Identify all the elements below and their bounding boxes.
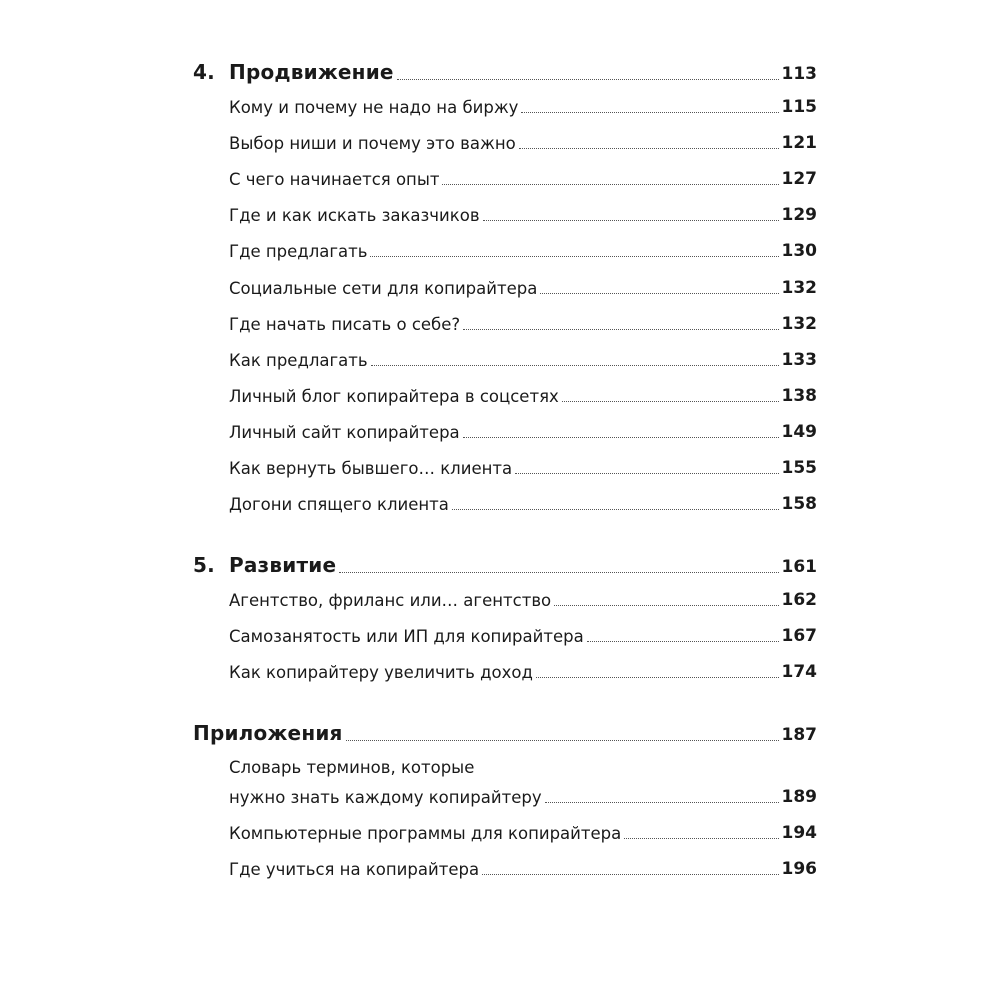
toc-item[interactable]: [229, 241, 817, 261]
page-number: 133: [781, 350, 817, 370]
dot-leader: [482, 873, 778, 875]
dot-leader: [562, 400, 779, 402]
dot-leader: [545, 801, 779, 803]
dot-leader: [370, 255, 778, 257]
dot-leader: [452, 508, 779, 510]
item-title: Личный блог копирайтера в соцсетях: [229, 387, 559, 406]
toc-section-5[interactable]: [193, 553, 817, 577]
section-number: 4.: [193, 60, 215, 84]
toc-section-4[interactable]: [193, 60, 817, 84]
page-number: 121: [781, 133, 817, 153]
toc-item[interactable]: [229, 494, 817, 514]
toc-item[interactable]: [229, 133, 817, 153]
page-number: 138: [781, 386, 817, 406]
page-number: 129: [781, 205, 817, 225]
item-title: Выбор ниши и почему это важно: [229, 134, 516, 153]
item-title: Агентство, фриланс или… агентство: [229, 591, 552, 610]
item-title-line2: нужно знать каждому копирайтеру: [229, 788, 542, 807]
item-title: Как копирайтеру увеличить доход: [229, 663, 533, 682]
dot-leader: [483, 219, 779, 221]
item-title: Где предлагать: [229, 242, 368, 261]
dot-leader: [463, 436, 779, 438]
section-title: Приложения: [193, 721, 343, 745]
item-title: Социальные сети для копирайтера: [229, 279, 538, 298]
toc-item[interactable]: [229, 662, 817, 682]
item-title-line1: Словарь терминов, которые: [229, 758, 475, 777]
item-title: Где и как искать заказчиков: [229, 206, 480, 225]
item-title: Как предлагать: [229, 351, 368, 370]
toc-item[interactable]: [229, 859, 817, 879]
page-number: 194: [781, 823, 817, 843]
page-number: 132: [781, 278, 817, 298]
toc-item[interactable]: [229, 823, 817, 843]
dot-leader: [397, 78, 779, 80]
dot-leader: [624, 837, 778, 839]
dot-leader: [519, 147, 779, 149]
toc-item[interactable]: [229, 169, 817, 189]
page-number: 196: [781, 859, 817, 879]
item-title: Кому и почему не надо на биржу: [229, 98, 519, 117]
item-title: Где начать писать о себе?: [229, 315, 461, 334]
toc-item[interactable]: [229, 458, 817, 478]
page-number: 130: [781, 241, 817, 261]
dot-leader: [346, 739, 779, 741]
toc-item[interactable]: [229, 205, 817, 225]
page-number: 161: [781, 557, 817, 577]
page-number: 113: [781, 64, 817, 84]
dot-leader: [463, 328, 778, 330]
toc-item[interactable]: [229, 626, 817, 646]
toc-item[interactable]: [229, 314, 817, 334]
toc-item[interactable]: [229, 278, 817, 298]
page-number: 187: [781, 725, 817, 745]
page-number: 149: [781, 422, 817, 442]
toc-section-appendices[interactable]: [193, 721, 817, 745]
item-title: Догони спящего клиента: [229, 495, 449, 514]
item-title: Компьютерные программы для копирайтера: [229, 824, 622, 843]
toc-item[interactable]: [229, 590, 817, 610]
page-number: 155: [781, 458, 817, 478]
page-number: 174: [781, 662, 817, 682]
item-title: Как вернуть бывшего… клиента: [229, 459, 513, 478]
toc-item[interactable]: [229, 350, 817, 370]
dot-leader: [536, 676, 779, 678]
section-number: 5.: [193, 553, 215, 577]
page-number: 189: [781, 787, 817, 807]
dot-leader: [442, 183, 778, 185]
page-number: 115: [781, 97, 817, 117]
dot-leader: [339, 571, 778, 573]
dot-leader: [371, 364, 779, 366]
page-number: 127: [781, 169, 817, 189]
toc-item[interactable]: [229, 97, 817, 117]
dot-leader: [515, 472, 778, 474]
item-title: Где учиться на копирайтера: [229, 860, 480, 879]
page-number: 132: [781, 314, 817, 334]
item-title: Самозанятость или ИП для копирайтера: [229, 627, 584, 646]
page-number: 158: [781, 494, 817, 514]
dot-leader: [521, 111, 778, 113]
section-title: 5. Развитие: [193, 553, 337, 577]
section-title: 4. Продвижение: [193, 60, 394, 84]
dot-leader: [540, 292, 778, 294]
page-number: 162: [781, 590, 817, 610]
item-title: Личный сайт копирайтера: [229, 423, 460, 442]
item-title: С чего начинается опыт: [229, 170, 440, 189]
toc-item[interactable]: [229, 422, 817, 442]
page-number: 167: [781, 626, 817, 646]
dot-leader: [554, 604, 778, 606]
toc-item[interactable]: [229, 386, 817, 406]
dot-leader: [587, 640, 779, 642]
toc-item[interactable]: [229, 787, 817, 807]
